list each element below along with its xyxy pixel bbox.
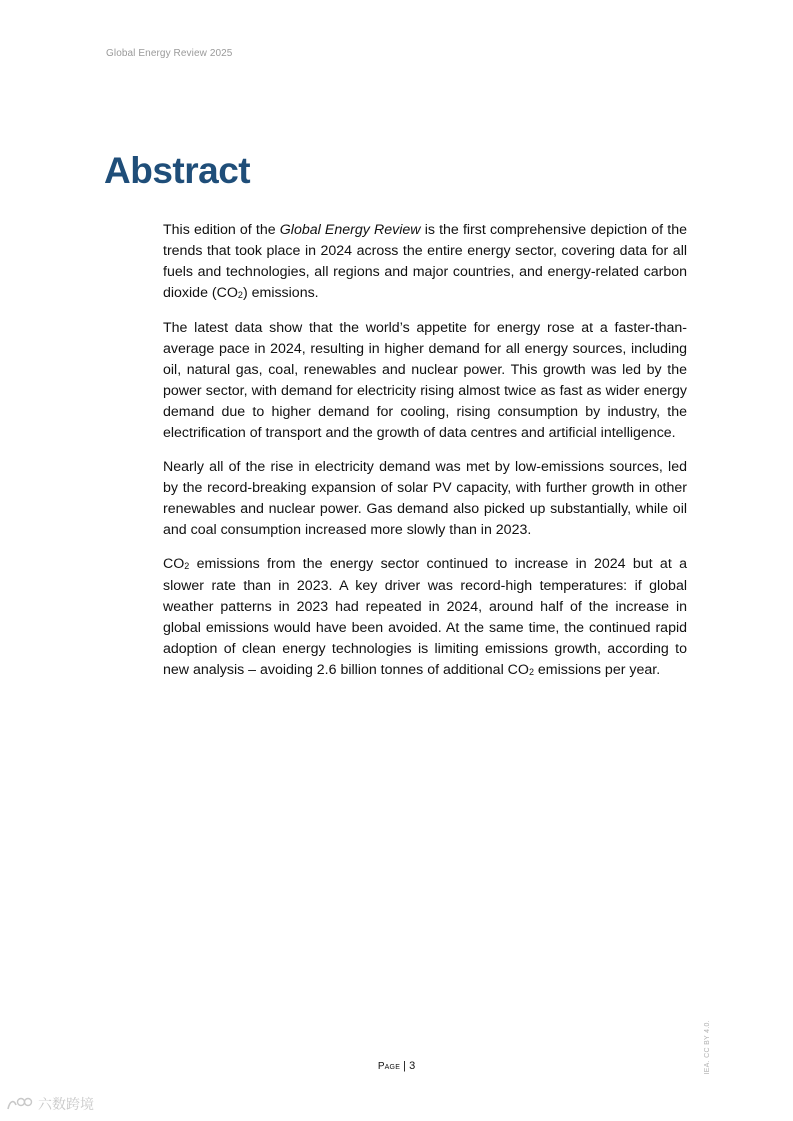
watermark-text: 六数跨境 [38, 1096, 94, 1112]
page-number-footer [0, 1060, 793, 1072]
paragraph-4: $CO_2$ emissions from the energy sector continued to increase in 2024 but at a slower rate than in 2023. A key driver was record-high temperatures: if global weather patterns in 2023 had repeated in 2024, around half of the increase in global emissions would have been avoided. At the same time, the continued rapid adoption of clean energy technologies is limiting emissions growth, according to new analysis – avoiding 2.6 billion tonnes of additional $CO_2$ emissions per year. [163, 556, 687, 678]
page-title: Abstract [104, 150, 251, 191]
paragraph-3: Nearly all of the rise in electricity demand was met by low-emissions sources, led by the record-breaking expansion of solar PV capacity, with further growth in other renewables and nuclear power. Gas demand also picked up substantially, while oil and coal consumption increased more slowly than in 2023. [163, 459, 687, 538]
page-separator: | [400, 1060, 410, 1072]
abstract-body [163, 220, 687, 695]
watermark [6, 1094, 94, 1114]
paragraph-2: The latest data show that the world’s appetite for energy rose at a faster-than-average pace in 2024, resulting in higher demand for all energy sources, including oil, natural gas, coal, renewables and nuclear power. This growth was led by the power sector, with demand for electricity rising almost twice as fast as wider energy demand due to higher demand for cooling, rising consumption by industry, the electrification of transport and the growth of data centres and artificial intelligence. [163, 320, 687, 441]
license-note: IEA. CC BY 4.0. [704, 1020, 711, 1075]
page-number: 3 [409, 1060, 416, 1072]
page-label: Page [377, 1061, 401, 1072]
paragraph-1: This edition of the Global Energy Review is the first comprehensive depiction of the trends that took place in 2024 across the entire energy sector, covering data for all fuels and technologies, all regions and major countries, and energy-related carbon dioxide $(CO_2)$ emissions. [163, 222, 687, 301]
watermark-logo-icon [6, 1096, 34, 1112]
running-header: Global Energy Review 2025 [106, 48, 233, 59]
